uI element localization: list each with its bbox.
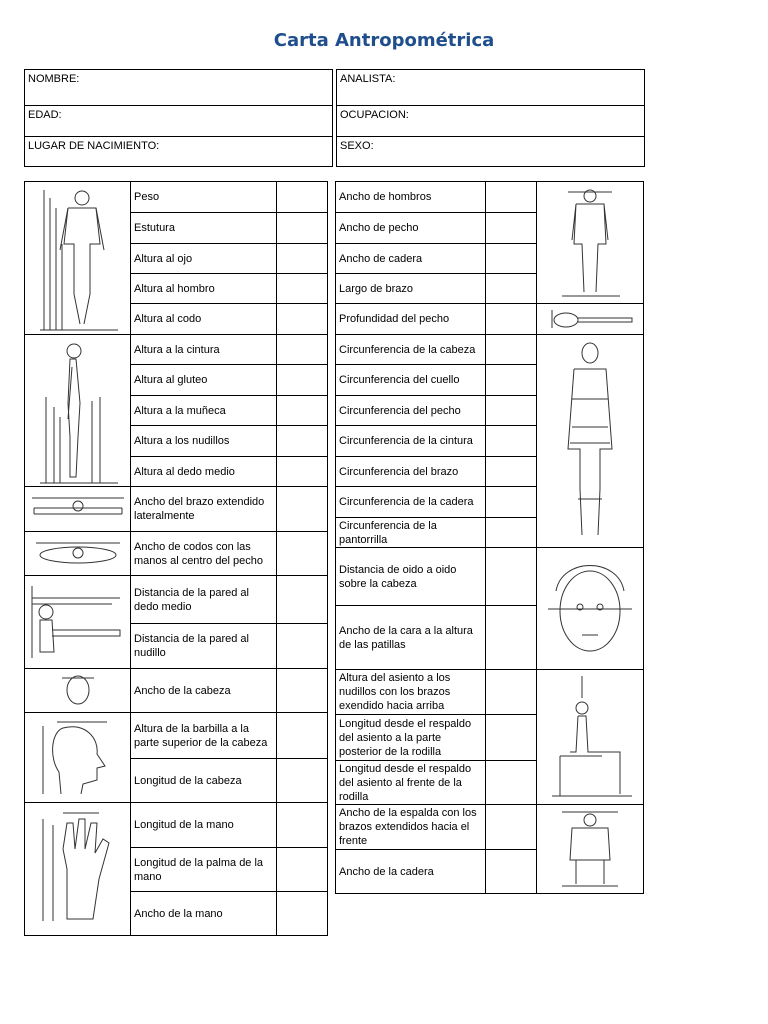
head-front-figure <box>537 548 644 670</box>
measure-label: Altura del asiento a los nudillos con los brazos exendido hacia arriba <box>336 670 486 715</box>
edad-field[interactable]: EDAD: <box>25 106 333 137</box>
measure-value-input[interactable] <box>486 335 537 365</box>
measure-value-input[interactable] <box>277 304 328 335</box>
measure-value-input[interactable] <box>486 670 537 715</box>
hand-icon <box>33 809 123 929</box>
measure-label: Longitud desde el respaldo del asiento a la parte posterior de la rodilla <box>336 715 486 761</box>
measure-value-input[interactable] <box>486 518 537 548</box>
chest-depth-icon <box>542 306 638 332</box>
seated-figure <box>537 670 644 805</box>
standing-side-body-icon <box>30 337 126 485</box>
measure-label: Circunferencia del pecho <box>336 396 486 426</box>
measure-value-input[interactable] <box>486 487 537 518</box>
measure-label: Distancia de oido a oido sobre la cabeza <box>336 548 486 606</box>
head-front-icon <box>48 672 108 710</box>
measure-value-input[interactable] <box>277 182 328 213</box>
measure-value-input[interactable] <box>277 669 328 713</box>
back-width-figure <box>537 805 644 894</box>
standing-front-body-icon <box>30 184 126 332</box>
measure-label: Ancho de codos con las manos al centro del pecho <box>131 532 277 576</box>
measure-value-input[interactable] <box>277 803 328 848</box>
measure-label: Ancho de la mano <box>131 892 277 936</box>
measure-value-input[interactable] <box>486 606 537 670</box>
head-side-figure <box>25 713 131 803</box>
back-width-icon <box>542 808 638 890</box>
left-measurements-table <box>24 181 328 936</box>
measure-label: Ancho de cadera <box>336 244 486 274</box>
arms-extended-icon <box>28 494 128 524</box>
measure-value-input[interactable] <box>277 576 328 624</box>
measure-label: Altura al gluteo <box>131 365 277 396</box>
measure-label: Ancho de la cara a la altura de las patillas <box>336 606 486 670</box>
lugar-nacimiento-field[interactable]: LUGAR DE NACIMIENTO: <box>25 137 333 167</box>
measure-label: Circunferencia del brazo <box>336 457 486 487</box>
measure-label: Circunferencia del cuello <box>336 365 486 396</box>
measure-value-input[interactable] <box>486 850 537 894</box>
head-front-large-icon <box>542 551 638 667</box>
measure-value-input[interactable] <box>486 715 537 761</box>
elbows-width-icon <box>28 539 128 569</box>
measure-label: Profundidad del pecho <box>336 304 486 335</box>
measure-label: Altura al hombro <box>131 274 277 304</box>
measure-label: Altura a la cintura <box>131 335 277 365</box>
measure-label: Largo de brazo <box>336 274 486 304</box>
analista-field[interactable]: ANALISTA: <box>337 70 645 106</box>
measure-label: Ancho de la cadera <box>336 850 486 894</box>
elbows-width-figure <box>25 532 131 576</box>
body-circumference-figure <box>537 335 644 548</box>
measure-value-input[interactable] <box>277 396 328 426</box>
hand-figure <box>25 803 131 936</box>
head-width-figure <box>25 669 131 713</box>
measure-value-input[interactable] <box>277 426 328 457</box>
measure-label: Longitud de la mano <box>131 803 277 848</box>
body-front-width-figure <box>537 182 644 304</box>
seated-body-icon <box>542 672 638 802</box>
sexo-field[interactable]: SEXO: <box>337 137 645 167</box>
measure-label: Ancho del brazo extendido lateralmente <box>131 487 277 532</box>
personal-info-table <box>24 69 645 167</box>
measure-value-input[interactable] <box>486 274 537 304</box>
measure-value-input[interactable] <box>277 532 328 576</box>
measure-value-input[interactable] <box>486 761 537 805</box>
measure-value-input[interactable] <box>277 365 328 396</box>
measure-label: Circunferencia de la cadera <box>336 487 486 518</box>
measure-value-input[interactable] <box>277 487 328 532</box>
measure-label: Estutura <box>131 213 277 244</box>
measure-label: Altura de la barbilla a la parte superior de la cabeza <box>131 713 277 759</box>
measure-label: Circunferencia de la cintura <box>336 426 486 457</box>
measure-label: Altura al codo <box>131 304 277 335</box>
measure-label: Altura a la muñeca <box>131 396 277 426</box>
measure-label: Ancho de la cabeza <box>131 669 277 713</box>
standing-side-figure <box>25 335 131 487</box>
measure-value-input[interactable] <box>277 848 328 892</box>
measure-label: Altura al ojo <box>131 244 277 274</box>
measure-label: Distancia de la pared al dedo medio <box>131 576 277 624</box>
measure-value-input[interactable] <box>486 396 537 426</box>
nombre-field[interactable]: NOMBRE: <box>25 70 333 106</box>
measure-label: Peso <box>131 182 277 213</box>
measure-label: Distancia de la pared al nudillo <box>131 624 277 669</box>
measure-value-input[interactable] <box>486 457 537 487</box>
measure-value-input[interactable] <box>277 335 328 365</box>
ocupacion-field[interactable]: OCUPACION: <box>337 106 645 137</box>
measure-value-input[interactable] <box>486 365 537 396</box>
measure-label: Ancho de la espalda con los brazos extendidos hacia el frente <box>336 805 486 850</box>
measure-value-input[interactable] <box>277 759 328 803</box>
measure-value-input[interactable] <box>486 244 537 274</box>
measure-label: Altura a los nudillos <box>131 426 277 457</box>
measure-label: Circunferencia de la pantorrilla <box>336 518 486 548</box>
standing-front-figure <box>25 182 131 335</box>
measure-value-input[interactable] <box>486 304 537 335</box>
head-side-icon <box>33 718 123 798</box>
measure-value-input[interactable] <box>486 182 537 213</box>
measure-label: Altura al dedo medio <box>131 457 277 487</box>
wall-reach-icon <box>28 582 128 662</box>
measure-value-input[interactable] <box>486 213 537 244</box>
measure-value-input[interactable] <box>277 624 328 669</box>
page-title: Carta Antropométrica <box>273 30 495 51</box>
measure-value-input[interactable] <box>277 713 328 759</box>
measure-label: Longitud de la palma de la mano <box>131 848 277 892</box>
measure-label: Circunferencia de la cabeza <box>336 335 486 365</box>
chest-depth-figure <box>537 304 644 335</box>
measure-value-input[interactable] <box>277 244 328 274</box>
measure-value-input[interactable] <box>277 457 328 487</box>
arms-extended-figure <box>25 487 131 532</box>
measure-value-input[interactable] <box>486 805 537 850</box>
body-circumference-icon <box>542 339 638 544</box>
measure-label: Longitud de la cabeza <box>131 759 277 803</box>
right-measurements-table <box>335 181 644 894</box>
measure-label: Ancho de pecho <box>336 213 486 244</box>
measure-value-input[interactable] <box>277 892 328 936</box>
measure-value-input[interactable] <box>277 274 328 304</box>
body-front-width-icon <box>542 184 638 302</box>
measure-value-input[interactable] <box>486 426 537 457</box>
measure-value-input[interactable] <box>277 213 328 244</box>
wall-reach-figure <box>25 576 131 669</box>
measure-label: Ancho de hombros <box>336 182 486 213</box>
measure-value-input[interactable] <box>486 548 537 606</box>
measure-label: Longitud desde el respaldo del asiento al frente de la rodilla <box>336 761 486 805</box>
